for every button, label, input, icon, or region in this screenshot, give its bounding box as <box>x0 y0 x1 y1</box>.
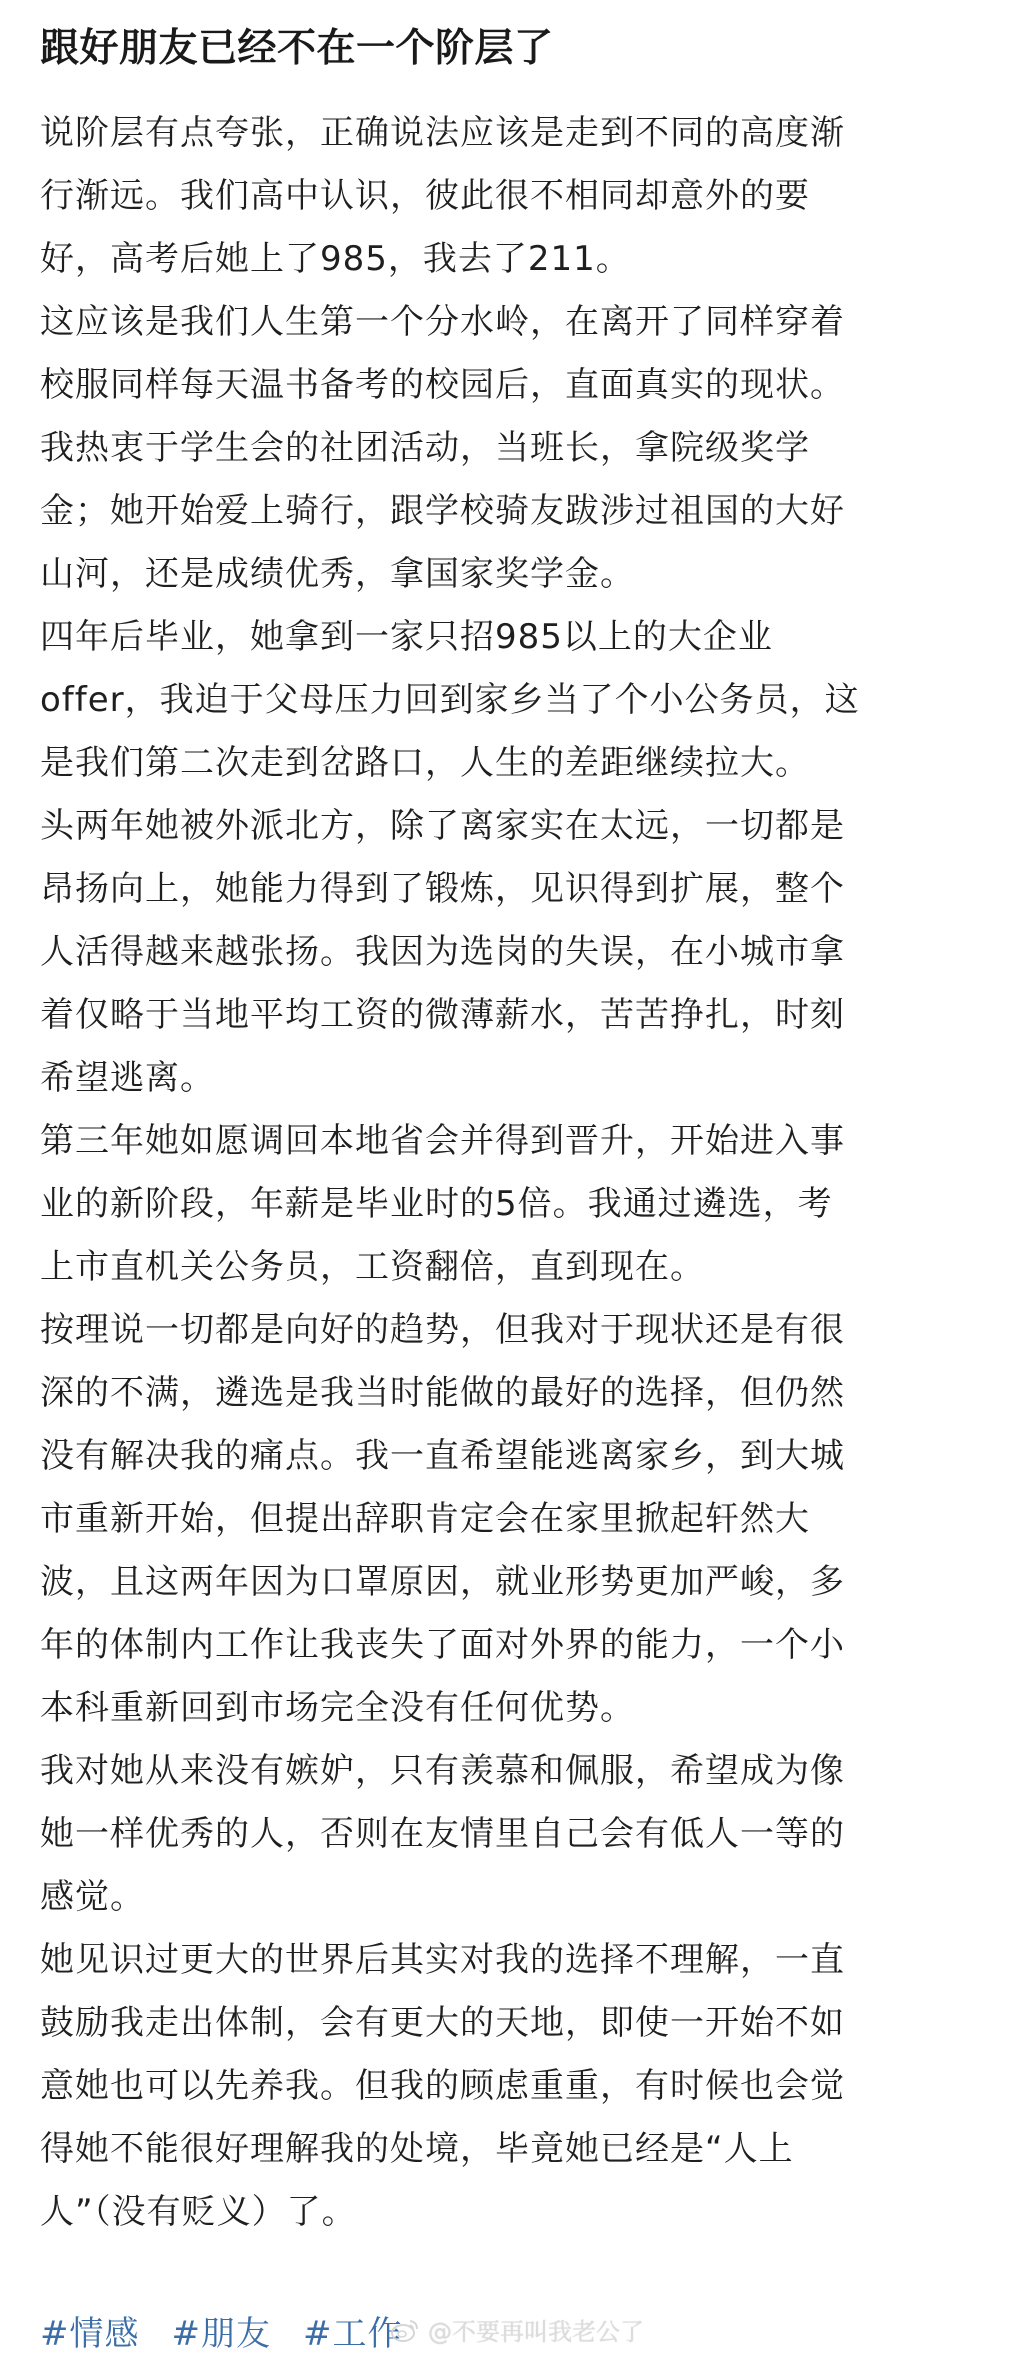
paragraph <box>40 1929 1000 2244</box>
post-body <box>40 102 1000 2244</box>
text-line: 这应该是我们人生第一个分水岭，在离开了同样穿着 <box>40 302 845 342</box>
hashtag-friend[interactable]: #朋友 <box>171 2313 271 2354</box>
paragraph <box>40 1299 1000 1740</box>
text-line: 行渐远。我们高中认识，彼此很不相同却意外的要 <box>40 176 810 216</box>
text-line: 希望逃离。 <box>40 1058 215 1098</box>
paragraph <box>40 417 1000 606</box>
text-line: 市重新开始，但提出辞职肯定会在家里掀起轩然大 <box>40 1499 810 1539</box>
text-line: 校服同样每天温书备考的校园后，直面真实的现状。 <box>40 365 845 405</box>
text-line: 深的不满，遴选是我当时能做的最好的选择，但仍然 <box>40 1373 845 1413</box>
text-line: 她见识过更大的世界后其实对我的选择不理解，一直 <box>40 1940 845 1980</box>
watermark <box>390 2312 644 2347</box>
text-line: offer，我迫于父母压力回到家乡当了个小公务员，这 <box>40 680 860 720</box>
paragraph <box>40 291 1000 417</box>
paragraph <box>40 606 1000 795</box>
text-line: 是我们第二次走到岔路口，人生的差距继续拉大。 <box>40 743 810 783</box>
text-line: 意她也可以先养我。但我的顾虑重重，有时候也会觉 <box>40 2066 845 2106</box>
text-line: 四年后毕业，她拿到一家只招985以上的大企业 <box>40 617 773 657</box>
text-line: 金；她开始爱上骑行，跟学校骑友跋涉过祖国的大好 <box>40 491 845 531</box>
hashtag-work[interactable]: #工作 <box>303 2313 403 2354</box>
text-line: 没有解决我的痛点。我一直希望能逃离家乡，到大城 <box>40 1436 845 1476</box>
text-line: 说阶层有点夸张，正确说法应该是走到不同的高度渐 <box>40 113 845 153</box>
text-line: 她一样优秀的人，否则在友情里自己会有低人一等的 <box>40 1814 845 1854</box>
text-line: 好，高考后她上了985，我去了211。 <box>40 239 631 279</box>
text-line: 第三年她如愿调回本地省会并得到晋升，开始进入事 <box>40 1121 845 1161</box>
weibo-logo-icon <box>390 2317 420 2343</box>
text-line: 我热衷于学生会的社团活动，当班长，拿院级奖学 <box>40 428 810 468</box>
text-line: 年的体制内工作让我丧失了面对外界的能力，一个小 <box>40 1625 845 1665</box>
hashtag-row <box>40 2304 435 2356</box>
paragraph <box>40 102 1000 291</box>
text-line: 山河，还是成绩优秀，拿国家奖学金。 <box>40 554 635 594</box>
paragraph <box>40 1740 1000 1929</box>
hashtag-emotion[interactable]: #情感 <box>40 2313 140 2354</box>
paragraph <box>40 795 1000 1110</box>
watermark-text: @不要再叫我老公了 <box>428 2318 644 2346</box>
text-line: 本科重新回到市场完全没有任何优势。 <box>40 1688 635 1728</box>
text-line: 头两年她被外派北方，除了离家实在太远，一切都是 <box>40 806 845 846</box>
text-line: 昂扬向上，她能力得到了锻炼，见识得到扩展，整个 <box>40 869 845 909</box>
post-title: 跟好朋友已经不在一个阶层了 <box>40 26 554 71</box>
text-line: 我对她从来没有嫉妒，只有羡慕和佩服，希望成为像 <box>40 1751 845 1791</box>
text-line: 人活得越来越张扬。我因为选岗的失误，在小城市拿 <box>40 932 845 972</box>
text-line: 感觉。 <box>40 1877 145 1917</box>
text-line: 业的新阶段，年薪是毕业时的5倍。我通过遴选，考 <box>40 1184 833 1224</box>
text-line: 上市直机关公务员，工资翻倍，直到现在。 <box>40 1247 705 1287</box>
text-line: 鼓励我走出体制，会有更大的天地，即使一开始不如 <box>40 2003 845 2043</box>
text-line: 得她不能很好理解我的处境，毕竟她已经是“人上 <box>40 2129 794 2169</box>
text-line: 着仅略于当地平均工资的微薄薪水，苦苦挣扎，时刻 <box>40 995 845 1035</box>
text-line: 波，且这两年因为口罩原因，就业形势更加严峻，多 <box>40 1562 845 1602</box>
paragraph <box>40 1110 1000 1299</box>
text-line: 按理说一切都是向好的趋势，但我对于现状还是有很 <box>40 1310 845 1350</box>
text-line: 人”（没有贬义）了。 <box>40 2192 357 2232</box>
